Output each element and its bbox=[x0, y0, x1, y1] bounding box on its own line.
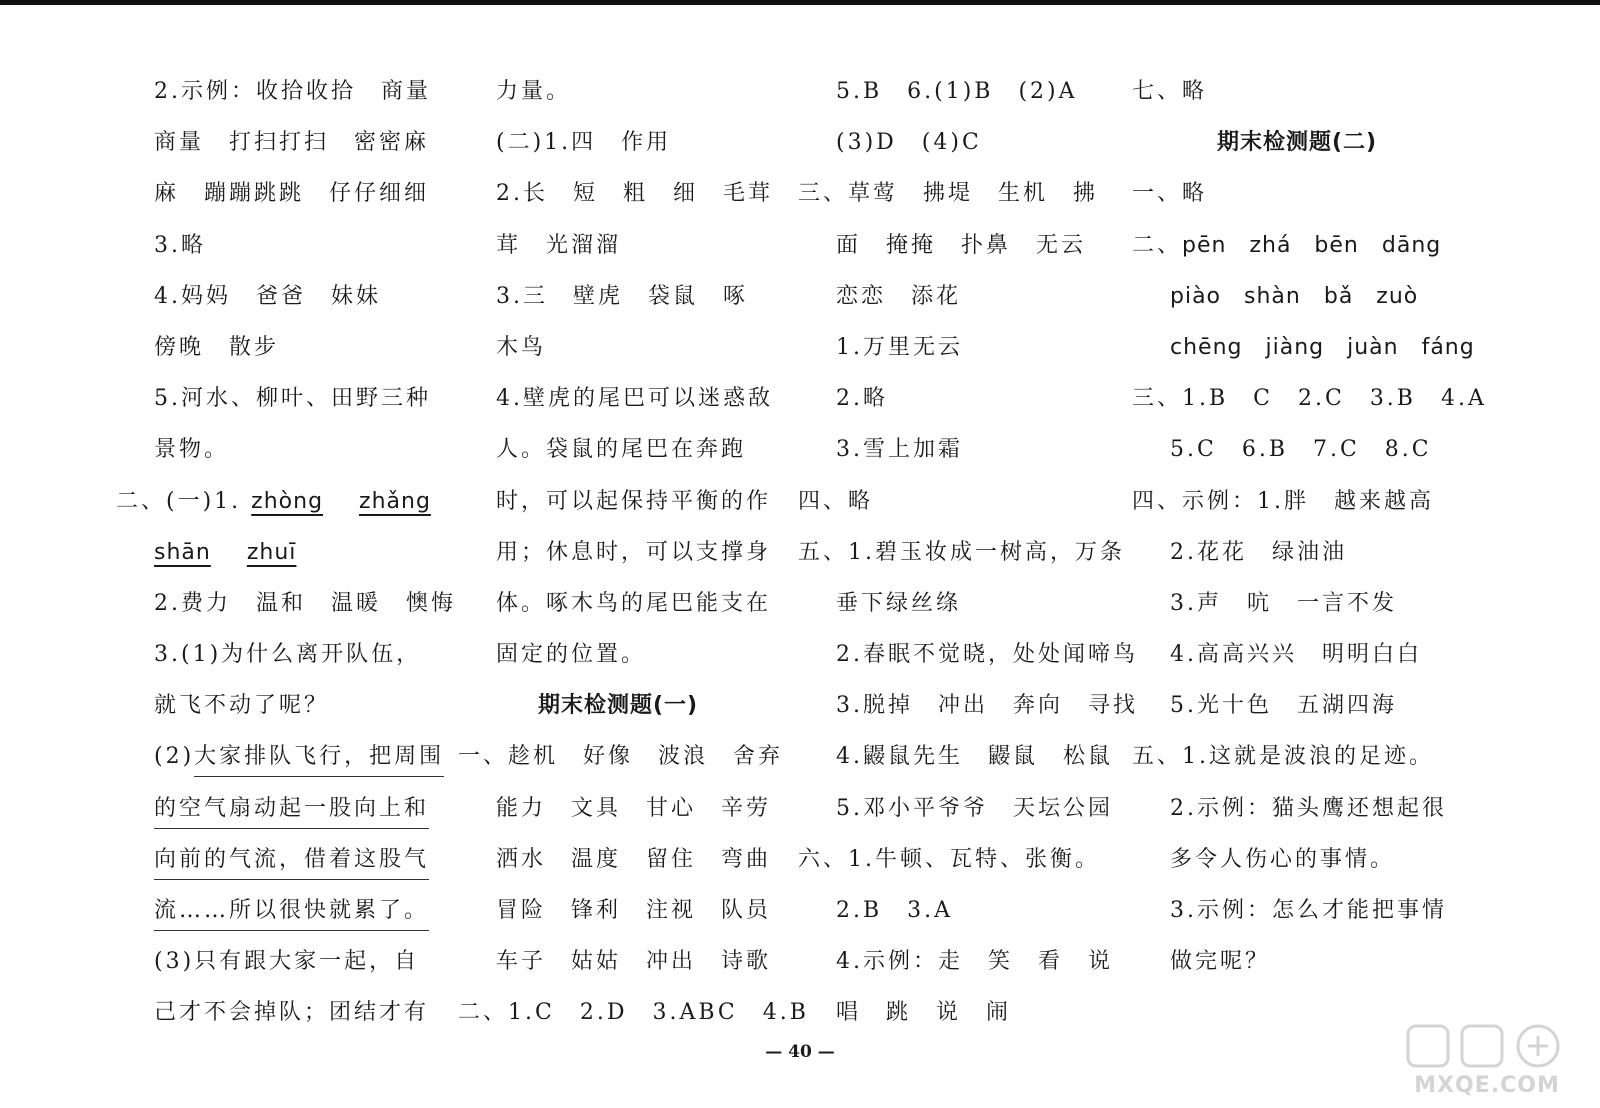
text-line: 用；休息时，可以支撑身 bbox=[496, 539, 772, 565]
text-line: 洒水 温度 留住 弯曲 bbox=[496, 846, 772, 872]
text-line: 4.妈妈 爸爸 妹妹 bbox=[154, 283, 381, 309]
text-line: 时，可以起保持平衡的作 bbox=[496, 488, 772, 514]
text-line: 力量。 bbox=[496, 79, 572, 104]
text-line: 5.C 6.B 7.C 8.C bbox=[1170, 437, 1432, 463]
text-line: 2.费力 温和 温暖 懊悔 bbox=[154, 590, 456, 616]
text-line: (3)只有跟大家一起，自 bbox=[154, 949, 420, 975]
text-line: 2.示例：猫头鹰还想起很 bbox=[1170, 795, 1447, 821]
text-line: 体。啄木鸟的尾巴能支在 bbox=[496, 590, 772, 616]
text-line: 5.邓小平爷爷 天坛公园 bbox=[836, 795, 1113, 821]
text-line: 己才不会掉队；团结才有 bbox=[154, 1000, 430, 1026]
text-line: 3.脱掉 冲出 奔向 寻找 bbox=[836, 693, 1138, 719]
text-line: 3.略 bbox=[154, 232, 206, 258]
text-line: 五、1.这就是波浪的足迹。 bbox=[1132, 744, 1434, 770]
text-line: 傍晚 散步 bbox=[154, 334, 280, 360]
text-line: 木鸟 bbox=[496, 334, 547, 360]
text-line: 5.光十色 五湖四海 bbox=[1170, 693, 1397, 719]
watermark bbox=[1402, 1018, 1572, 1098]
text-line: 3.三 壁虎 袋鼠 啄 bbox=[496, 283, 748, 309]
pinyin-answer: zhuī bbox=[246, 539, 297, 565]
text-line: (3)D (4)C bbox=[836, 130, 982, 156]
pinyin-answer: chēng jiàng juàn fáng bbox=[1170, 334, 1475, 360]
text-line: 人。袋鼠的尾巴在奔跑 bbox=[496, 437, 747, 463]
text-line: 3.声 吭 一言不发 bbox=[1170, 590, 1397, 616]
text-line: 2.B 3.A bbox=[836, 898, 954, 923]
text-line bbox=[116, 834, 436, 885]
text-line: 茸 光溜溜 bbox=[496, 232, 622, 258]
text-line: 五、1.碧玉妆成一树高，万条 bbox=[798, 539, 1125, 565]
text-line: 四、示例：1.胖 越来越高 bbox=[1132, 488, 1434, 514]
column-4 bbox=[1132, 66, 1487, 987]
text-line: 4.示例：走 笑 看 说 bbox=[836, 949, 1113, 975]
underlined-answer: 向前的气流，借着这股气 bbox=[154, 841, 429, 880]
pinyin-answer: shān bbox=[154, 539, 211, 565]
sub-label: (2) bbox=[154, 744, 195, 770]
text-line: 4.鼹鼠先生 鼹鼠 松鼠 bbox=[836, 744, 1113, 770]
text-line: 商量 打扫打扫 密密麻 bbox=[154, 130, 430, 156]
text-line bbox=[116, 783, 436, 834]
text-line: (二)1.四 作用 bbox=[496, 130, 672, 156]
text-line: 4.壁虎的尾巴可以迷惑敌 bbox=[496, 386, 773, 412]
pinyin-answer: piào shàn bǎ zuò bbox=[1170, 283, 1419, 309]
text-line: 3.(1)为什么离开队伍， bbox=[154, 642, 422, 668]
text-line: 2.长 短 粗 细 毛茸 bbox=[496, 181, 773, 207]
text-line bbox=[116, 731, 445, 782]
text-line bbox=[116, 885, 436, 936]
text-line: 四、略 bbox=[798, 488, 874, 514]
text-line: 就飞不动了呢？ bbox=[154, 693, 330, 719]
underlined-answer: 流……所以很快就累了。 bbox=[154, 892, 429, 931]
text-line: 垂下绿丝绦 bbox=[836, 590, 962, 616]
text-line: 三、1.B C 2.C 3.B 4.A bbox=[1132, 386, 1487, 412]
watermark-text: MXQE.COM bbox=[1414, 1073, 1560, 1098]
section-heading: 期末检测题(一) bbox=[537, 693, 699, 719]
column-3 bbox=[798, 66, 1138, 1039]
text-line: 1.万里无云 bbox=[836, 334, 963, 360]
watermark-logo-icon bbox=[1402, 1018, 1572, 1074]
text-line: 车子 姑姑 冲出 诗歌 bbox=[496, 949, 772, 975]
text-line: 七、略 bbox=[1132, 79, 1208, 104]
text-line: 麻 蹦蹦跳跳 仔仔细细 bbox=[154, 181, 430, 207]
text-line: 5.河水、柳叶、田野三种 bbox=[154, 386, 431, 412]
text-line bbox=[116, 476, 436, 527]
pinyin-answer: zhǎng bbox=[359, 488, 431, 514]
text-line: 六、1.牛顿、瓦特、张衡。 bbox=[798, 846, 1100, 872]
text-line: 3.示例：怎么才能把事情 bbox=[1170, 898, 1447, 923]
column-1 bbox=[116, 66, 456, 1039]
pinyin-answer: zhòng bbox=[251, 488, 324, 514]
page-number: — 40 — bbox=[765, 1042, 835, 1062]
text-line bbox=[1132, 220, 1462, 271]
top-border bbox=[0, 0, 1600, 5]
text-line: 冒险 锋利 注视 队员 bbox=[496, 898, 772, 923]
text-line: 2.示例：收拾收拾 商量 bbox=[154, 79, 431, 104]
section-label: 二、(一)1. bbox=[116, 488, 242, 514]
text-line: 恋恋 添花 bbox=[836, 283, 962, 309]
text-line: 做完呢？ bbox=[1170, 949, 1271, 975]
text-line: 5.B 6.(1)B (2)A bbox=[836, 79, 1078, 104]
section-heading: 期末检测题(二) bbox=[1216, 130, 1378, 156]
text-line: 多令人伤心的事情。 bbox=[1170, 846, 1396, 872]
underlined-answer: 大家排队飞行，把周围 bbox=[194, 738, 444, 777]
text-line: 4.高高兴兴 明明白白 bbox=[1170, 642, 1422, 668]
pinyin-answer: pēn zhá bēn dāng bbox=[1182, 232, 1442, 258]
text-line: 3.雪上加霜 bbox=[836, 437, 963, 463]
text-line: 一、趁机 好像 波浪 舍弃 bbox=[458, 744, 784, 770]
text-line bbox=[116, 527, 436, 578]
text-line: 能力 文具 甘心 辛劳 bbox=[496, 795, 772, 821]
text-line: 二、1.C 2.D 3.ABC 4.B bbox=[458, 1000, 809, 1026]
section-label: 二、 bbox=[1132, 232, 1183, 258]
text-line: 2.春眠不觉晓，处处闻啼鸟 bbox=[836, 642, 1138, 668]
text-line: 三、草莺 拂堤 生机 拂 bbox=[798, 181, 1099, 207]
column-2 bbox=[458, 66, 809, 1039]
text-line: 2.略 bbox=[836, 386, 888, 412]
text-line: 面 掩掩 扑鼻 无云 bbox=[836, 232, 1087, 258]
text-line: 唱 跳 说 闹 bbox=[836, 1000, 1012, 1026]
underlined-answer: 的空气扇动起一股向上和 bbox=[154, 790, 429, 829]
text-line: 景物。 bbox=[154, 437, 230, 463]
text-line: 一、略 bbox=[1132, 181, 1208, 207]
text-line: 固定的位置。 bbox=[496, 642, 647, 668]
text-line: 2.花花 绿油油 bbox=[1170, 539, 1347, 565]
